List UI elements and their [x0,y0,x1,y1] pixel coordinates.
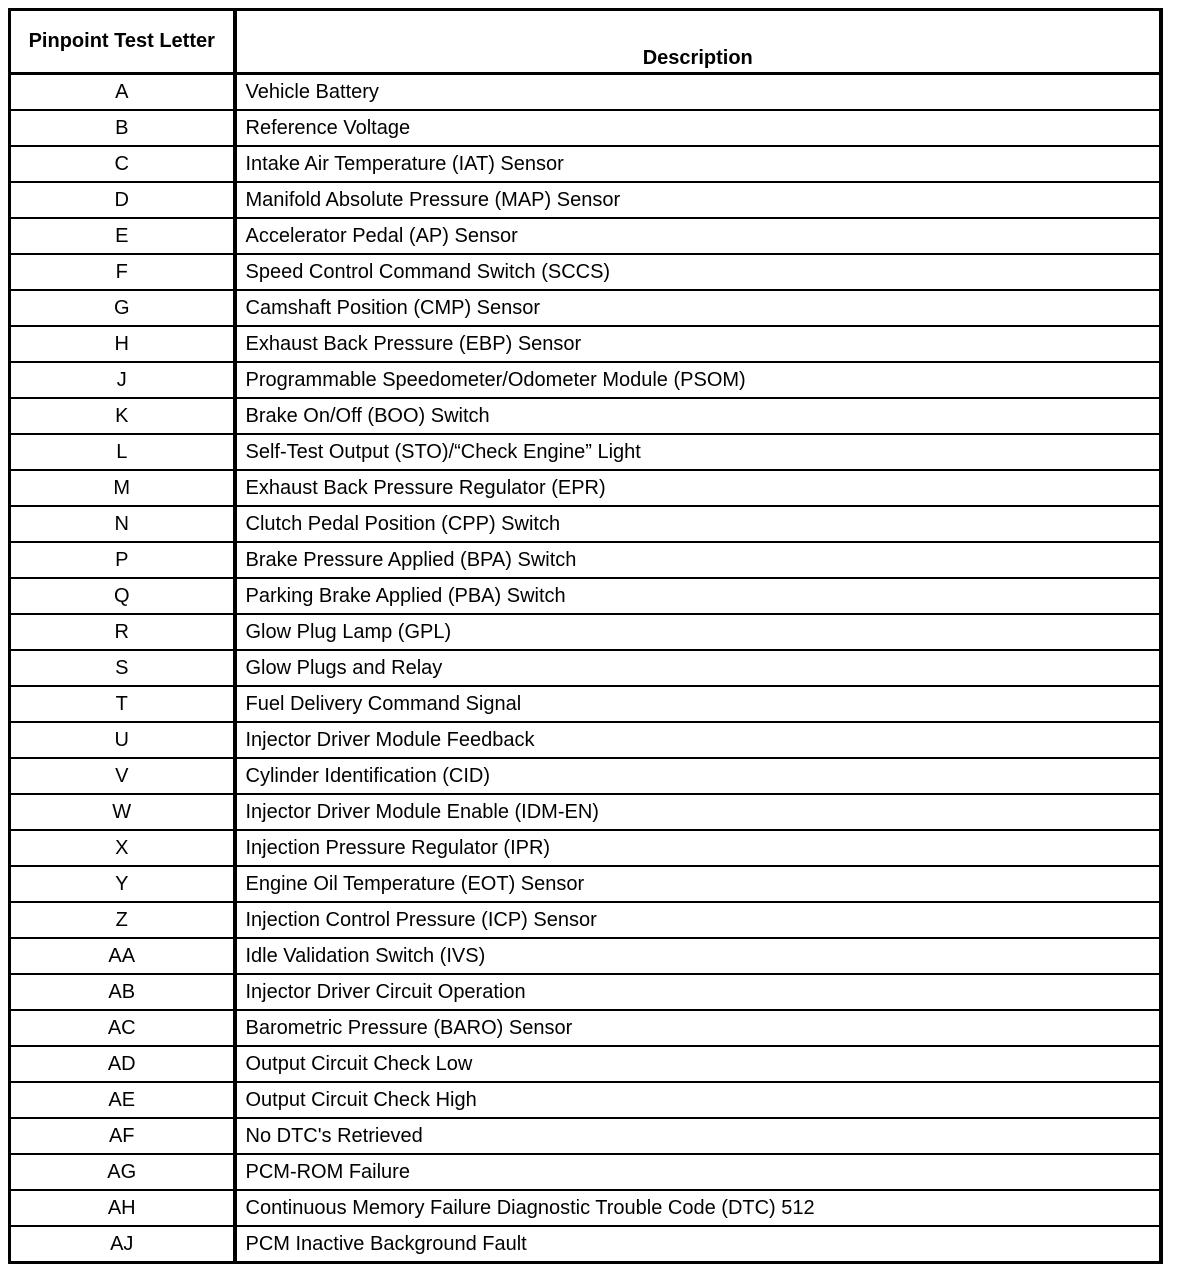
pinpoint-test-table [8,8,1163,1264]
description-cell: Brake Pressure Applied (BPA) Switch [235,542,1162,578]
test-letter-cell: N [10,506,235,542]
description-cell: Camshaft Position (CMP) Sensor [235,290,1162,326]
description-cell: Fuel Delivery Command Signal [235,686,1162,722]
description-cell: Cylinder Identification (CID) [235,758,1162,794]
table-row [10,506,1162,542]
description-cell: Barometric Pressure (BARO) Sensor [235,1010,1162,1046]
table-row [10,722,1162,758]
description-cell: Injector Driver Module Feedback [235,722,1162,758]
test-letter-cell: T [10,686,235,722]
description-cell: Glow Plug Lamp (GPL) [235,614,1162,650]
description-cell: Speed Control Command Switch (SCCS) [235,254,1162,290]
description-cell: Injector Driver Circuit Operation [235,974,1162,1010]
table-row [10,1046,1162,1082]
table-row [10,1154,1162,1190]
table-row [10,686,1162,722]
table-row [10,218,1162,254]
table-row [10,758,1162,794]
test-letter-cell: C [10,146,235,182]
test-letter-cell: J [10,362,235,398]
description-cell: Injector Driver Module Enable (IDM-EN) [235,794,1162,830]
description-cell: Clutch Pedal Position (CPP) Switch [235,506,1162,542]
description-cell: Engine Oil Temperature (EOT) Sensor [235,866,1162,902]
description-cell: Vehicle Battery [235,74,1162,111]
table-row [10,434,1162,470]
table-row [10,974,1162,1010]
table-row [10,650,1162,686]
table-row [10,614,1162,650]
test-letter-cell: X [10,830,235,866]
description-cell: Accelerator Pedal (AP) Sensor [235,218,1162,254]
test-letter-cell: D [10,182,235,218]
description-cell: Exhaust Back Pressure (EBP) Sensor [235,326,1162,362]
table-row [10,1226,1162,1263]
description-cell: Intake Air Temperature (IAT) Sensor [235,146,1162,182]
description-cell: Exhaust Back Pressure Regulator (EPR) [235,470,1162,506]
test-letter-cell: AJ [10,1226,235,1263]
description-cell: PCM Inactive Background Fault [245,1233,527,1255]
test-letter-cell: AD [10,1046,235,1082]
description-cell: Idle Validation Switch (IVS) [235,938,1162,974]
test-letter-cell: M [10,470,235,506]
test-letter-cell: B [10,110,235,146]
test-letter-cell: Y [10,866,235,902]
description-cell: Programmable Speedometer/Odometer Module (PSOM) [235,362,1162,398]
table-row [10,1010,1162,1046]
test-letter-cell: AE [10,1082,235,1118]
table-row [10,1190,1162,1226]
table-row [10,398,1162,434]
table-row [10,542,1162,578]
description-cell: Reference Voltage [235,110,1162,146]
table-row [10,326,1162,362]
description-cell: Parking Brake Applied (PBA) Switch [235,578,1162,614]
description-cell: Self-Test Output (STO)/“Check Engine” Light [235,434,1162,470]
test-letter-cell: Z [10,902,235,938]
description-cell: No DTC's Retrieved [235,1118,1162,1154]
table-row [10,290,1162,326]
test-letter-cell: Q [10,578,235,614]
table-row [10,362,1162,398]
test-letter-cell: AC [10,1010,235,1046]
test-letter-cell: W [10,794,235,830]
test-letter-cell: U [10,722,235,758]
test-letter-cell: AH [10,1190,235,1226]
table-body [10,74,1162,1263]
test-letter-cell: AA [10,938,235,974]
test-letter-cell: AF [10,1118,235,1154]
test-letter-cell: P [10,542,235,578]
test-letter-cell: K [10,398,235,434]
table-row [10,938,1162,974]
test-letter-cell: S [10,650,235,686]
test-letter-cell: AB [10,974,235,1010]
description-cell: Injection Control Pressure (ICP) Sensor [235,902,1162,938]
table-row [10,902,1162,938]
table-row [10,110,1162,146]
table-header-row [10,10,1162,74]
test-letter-cell: F [10,254,235,290]
table-row [10,794,1162,830]
table-row [10,182,1162,218]
description-cell: Continuous Memory Failure Diagnostic Trouble Code (DTC) 512 [235,1190,1162,1226]
description-cell: Output Circuit Check High [235,1082,1162,1118]
test-letter-cell: V [10,758,235,794]
table-row [10,830,1162,866]
header-pinpoint-test-letter: Pinpoint Test Letter [10,10,235,74]
description-cell: Glow Plugs and Relay [235,650,1162,686]
description-cell: Output Circuit Check Low [235,1046,1162,1082]
test-letter-cell: G [10,290,235,326]
header-description: Description [235,10,1162,74]
test-letter-cell: H [10,326,235,362]
table-row [10,1082,1162,1118]
test-letter-cell: R [10,614,235,650]
table-row [10,254,1162,290]
description-cell: Manifold Absolute Pressure (MAP) Sensor [235,182,1162,218]
description-cell: Injection Pressure Regulator (IPR) [235,830,1162,866]
table-row [10,470,1162,506]
test-letter-cell: AG [10,1154,235,1190]
table-row [10,146,1162,182]
table-row [10,1118,1162,1154]
description-cell: Brake On/Off (BOO) Switch [235,398,1162,434]
table-row [10,866,1162,902]
test-letter-cell: L [10,434,235,470]
table-row [10,578,1162,614]
description-cell: PCM-ROM Failure [235,1154,1162,1190]
test-letter-cell: E [10,218,235,254]
test-letter-cell: A [10,74,235,111]
table-row [10,74,1162,111]
